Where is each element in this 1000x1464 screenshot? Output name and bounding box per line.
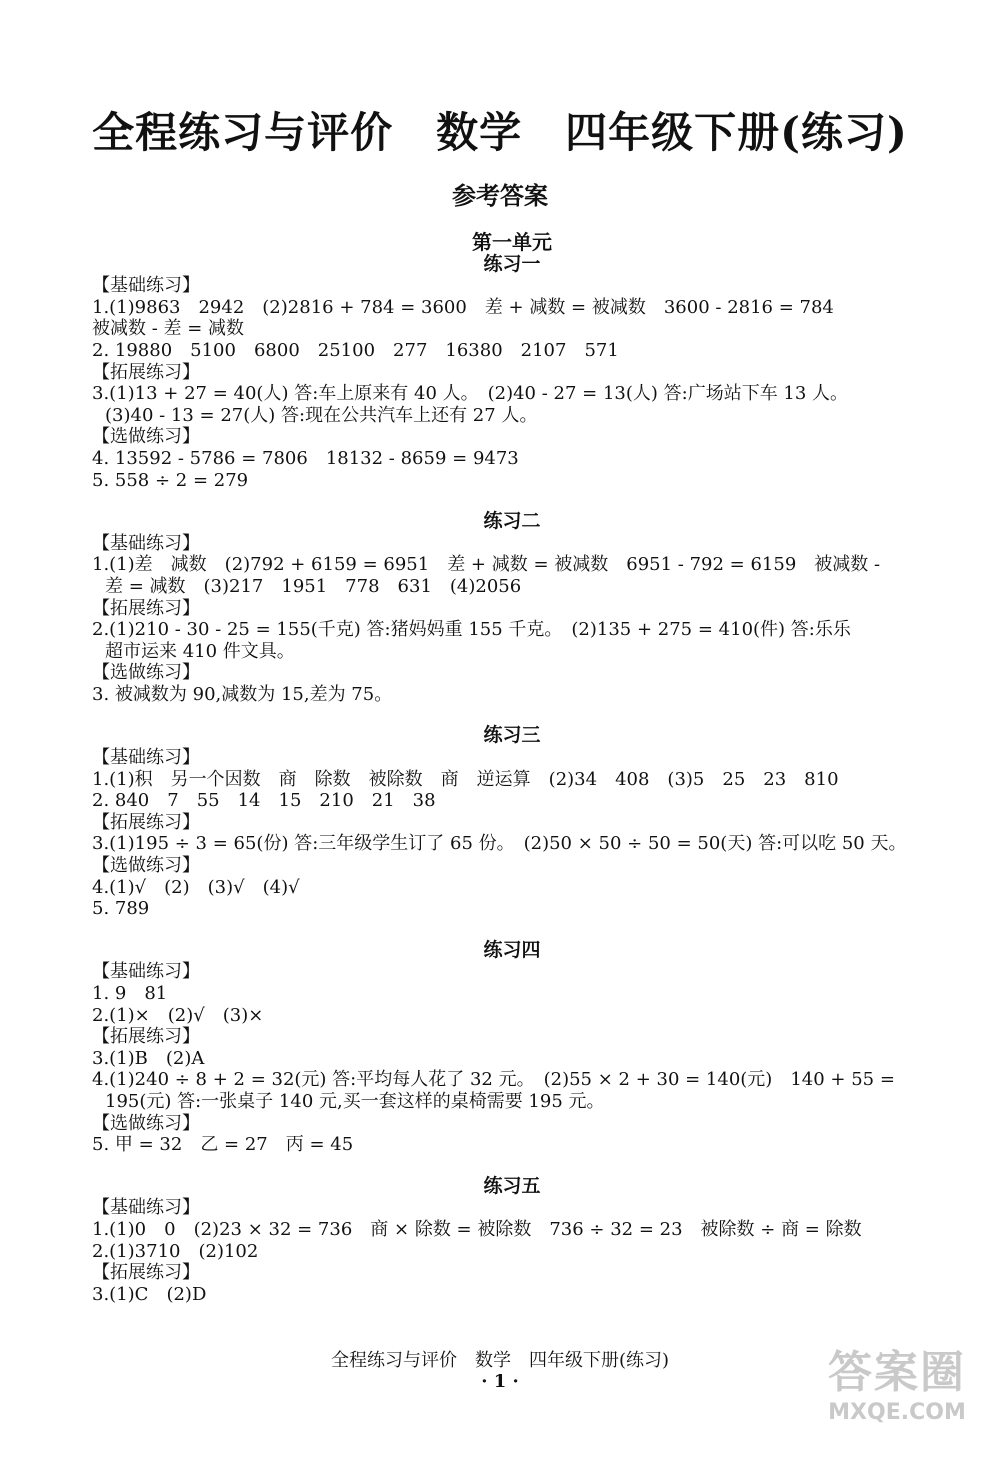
lesson-section (92, 254, 932, 492)
answer-line: 超市运来 410 件文具。 (105, 640, 295, 662)
section-label: 【基础练习】 (92, 532, 200, 554)
lesson-section (92, 511, 932, 705)
answer-line: 1.(1)0 0 (2)23 × 32 = 736 商 × 除数 = 被除数 736 ÷ 32 = 23 被除数 ÷ 商 = 除数 (92, 1218, 862, 1240)
page-subtitle: 参考答案 (452, 181, 548, 210)
answer-line: 差 = 减数 (3)217 1951 778 631 (4)2056 (105, 575, 522, 597)
answer-line: 3.(1)B (2)A (92, 1047, 205, 1069)
section-label: 【基础练习】 (92, 1197, 200, 1219)
section-label: 【选做练习】 (92, 855, 200, 877)
section-label: 【选做练习】 (92, 426, 200, 448)
section-label: 【拓展练习】 (92, 597, 200, 619)
answer-line: 被减数 - 差 = 减数 (92, 318, 245, 340)
answer-line: 4.(1)240 ÷ 8 + 2 = 32(元) 答:平均每人花了 32 元。 (2)55 × 2 + 30 = 140(元) 140 + 55 = (92, 1069, 895, 1091)
answer-line: 2.(1)× (2)√ (3)× (92, 1004, 264, 1026)
answer-line: 2. 19880 5100 6800 25100 277 16380 2107 571 (92, 339, 619, 361)
section-label: 【基础练习】 (92, 275, 200, 297)
lesson-section (92, 940, 932, 1156)
lesson-section (92, 1176, 932, 1306)
answer-line: 4.(1)√ (2) (3)√ (4)√ (92, 876, 300, 898)
footer-title: 全程练习与评价 数学 四年级下册(练习) (330, 1350, 670, 1371)
lesson-heading: 练习四 (483, 938, 541, 961)
section-label: 【选做练习】 (92, 1112, 200, 1134)
watermark-site: MXQE.COM (828, 1400, 966, 1425)
page-number: · 1 · (481, 1371, 519, 1392)
lesson-heading: 练习一 (483, 252, 541, 275)
section-label: 【拓展练习】 (92, 361, 200, 383)
answer-line: 3. 被减数为 90,减数为 15,差为 75。 (92, 683, 393, 705)
watermark-logo-icon: 答案圈 (828, 1347, 966, 1398)
page-title: 全程练习与评价 数学 四年级下册(练习) (92, 108, 908, 157)
unit-heading: 第一单元 (472, 230, 552, 254)
lesson-heading: 练习三 (483, 724, 541, 747)
watermark (812, 1346, 982, 1436)
answer-line: 2.(1)3710 (2)102 (92, 1240, 259, 1262)
lesson-heading: 练习二 (483, 510, 541, 533)
section-label: 【拓展练习】 (92, 1262, 200, 1284)
section-label: 【拓展练习】 (92, 1026, 200, 1048)
section-label: 【选做练习】 (92, 662, 200, 684)
answer-line: 1.(1)积 另一个因数 商 除数 被除数 商 逆运算 (2)34 408 (3)5 25 23 810 (92, 768, 839, 790)
answer-line: (3)40 - 13 = 27(人) 答:现在公共汽车上还有 27 人。 (105, 404, 538, 426)
answer-line: 5. 甲 = 32 乙 = 27 丙 = 45 (92, 1134, 354, 1156)
lesson-section (92, 725, 932, 919)
answer-line: 2. 840 7 55 14 15 210 21 38 (92, 790, 436, 812)
answer-line: 1. 9 81 (92, 983, 168, 1004)
section-label: 【拓展练习】 (92, 811, 200, 833)
lesson-heading: 练习五 (483, 1174, 541, 1197)
answer-line: 3.(1)C (2)D (92, 1283, 207, 1305)
answer-line: 4. 13592 - 5786 = 7806 18132 - 8659 = 9473 (92, 447, 519, 469)
answer-line: 5. 558 ÷ 2 = 279 (92, 469, 249, 491)
answer-line: 1.(1)9863 2942 (2)2816 + 784 = 3600 差 + 减数 = 被减数 3600 - 2816 = 784 (92, 296, 834, 318)
answer-line: 3.(1)13 + 27 = 40(人) 答:车上原来有 40 人。 (2)40 - 27 = 13(人) 答:广场站下车 13 人。 (92, 383, 849, 405)
answer-line: 5. 789 (92, 898, 150, 920)
section-label: 【基础练习】 (92, 961, 200, 983)
answer-line: 1.(1)差 减数 (2)792 + 6159 = 6951 差 + 减数 = 被减数 6951 - 792 = 6159 被减数 - (92, 554, 881, 576)
answer-line: 195(元) 答:一张桌子 140 元,买一套这样的桌椅需要 195 元。 (105, 1090, 605, 1112)
answer-content (92, 232, 932, 1305)
section-label: 【基础练习】 (92, 747, 200, 769)
answer-line: 3.(1)195 ÷ 3 = 65(份) 答:三年级学生订了 65 份。 (2)50 × 50 ÷ 50 = 50(天) 答:可以吃 50 天。 (92, 833, 907, 855)
answer-line: 2.(1)210 - 30 - 25 = 155(千克) 答:猪妈妈重 155 千克。 (2)135 + 275 = 410(件) 答:乐乐 (92, 619, 851, 641)
